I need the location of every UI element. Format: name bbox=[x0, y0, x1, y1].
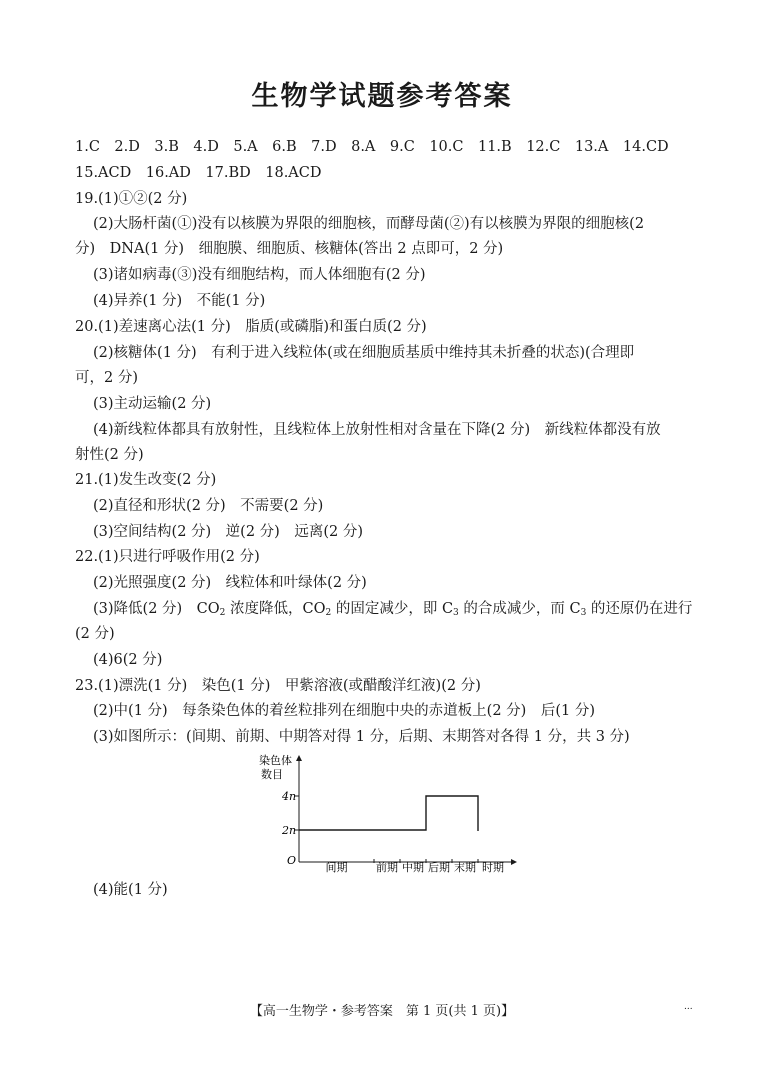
q20-part3: (3)主动运输(2 分) bbox=[93, 396, 212, 412]
x-category-label-1: 前期 bbox=[376, 861, 398, 874]
chromosome-count-chart bbox=[250, 750, 520, 878]
q19-part4: (4)异养(1 分) 不能(1 分) bbox=[93, 293, 266, 309]
chromosome-line bbox=[299, 796, 478, 831]
q22-part4: (4)6(2 分) bbox=[93, 652, 163, 668]
q21-part1: 21.(1)发生改变(2 分) bbox=[75, 472, 217, 488]
page-footer: 【高一生物学・参考答案 第 1 页(共 1 页)】 bbox=[249, 1004, 515, 1019]
y-tick-label-4n: 4n bbox=[282, 790, 297, 803]
q19-part3: (3)诸如病毒(③)没有细胞结构，而人体细胞有(2 分) bbox=[93, 267, 426, 283]
q20-part4a: (4)新线粒体都具有放射性，且线粒体上放射性相对含量在下降(2 分) 新线粒体都没有放 bbox=[93, 422, 661, 438]
q20-part4b: 射性(2 分) bbox=[75, 447, 144, 463]
q23-part1: 23.(1)漂洗(1 分) 染色(1 分) 甲紫溶液(或醋酸洋红液)(2 分) bbox=[75, 678, 481, 694]
q19-part2a: (2)大肠杆菌(①)没有以核膜为界限的细胞核，而酵母菌(②)有以核膜为界限的细胞核(2 bbox=[93, 216, 645, 232]
x-category-label-0: 间期 bbox=[325, 861, 348, 874]
x-category-label-2: 中期 bbox=[402, 861, 424, 874]
q23-part3: (3)如图所示：(间期、前期、中期答对得 1 分，后期、末期答对各得 1 分，共 3 分) bbox=[93, 729, 630, 745]
footer-mark: ... bbox=[684, 1002, 693, 1012]
x-axis-label: 时期 bbox=[482, 861, 504, 874]
q20-part1: 20.(1)差速离心法(1 分) 脂质(或磷脂)和蛋白质(2 分) bbox=[75, 319, 427, 335]
y-tick-label-2n: 2n bbox=[282, 824, 297, 837]
x-category-label-3: 后期 bbox=[428, 861, 450, 874]
q20-part2b: 可，2 分) bbox=[75, 370, 138, 386]
q19-part2b: 分) DNA(1 分) 细胞膜、细胞质、核糖体(答出 2 点即可，2 分) bbox=[75, 241, 504, 257]
x-category-label-4: 末期 bbox=[454, 861, 476, 874]
q22-part1: 22.(1)只进行呼吸作用(2 分) bbox=[75, 549, 260, 565]
q23-part4: (4)能(1 分) bbox=[93, 882, 168, 898]
q22-part3: (3)降低(2 分) $CO_2$ 浓度降低，$CO_2$ 的固定减少，即 $C_3$ 的合成减少，而 $C_3$ 的还原仍在进行 bbox=[93, 601, 693, 618]
q23-part2: (2)中(1 分) 每条染色体的着丝粒排列在细胞中央的赤道板上(2 分) 后(1 分) bbox=[93, 703, 595, 719]
q20-part2a: (2)核糖体(1 分) 有利于进入线粒体(或在细胞质基质中维持其未折叠的状态)(合理即 bbox=[93, 345, 635, 361]
y-axis-label-line1: 染色体 bbox=[259, 754, 292, 767]
q22-part3b: (2 分) bbox=[75, 626, 115, 642]
y-axis-label-line2: 数目 bbox=[261, 768, 283, 781]
page-title: 生物学试题参考答案 bbox=[251, 81, 513, 112]
q21-part2: (2)直径和形状(2 分) 不需要(2 分) bbox=[93, 498, 324, 514]
q21-part3: (3)空间结构(2 分) 逆(2 分) 远离(2 分) bbox=[93, 524, 363, 540]
q19-part1: 19.(1)①②(2 分) bbox=[75, 191, 188, 207]
origin-label: O bbox=[287, 854, 297, 867]
choice-answers-row2: 15.ACD 16.AD 17.BD 18.ACD bbox=[75, 165, 322, 181]
q22-part2: (2)光照强度(2 分) 线粒体和叶绿体(2 分) bbox=[93, 575, 367, 591]
choice-answers-row1: 1.C 2.D 3.B 4.D 5.A 6.B 7.D 8.A 9.C 10.C 11.B 12.C 13.A 14.CD bbox=[75, 139, 669, 155]
